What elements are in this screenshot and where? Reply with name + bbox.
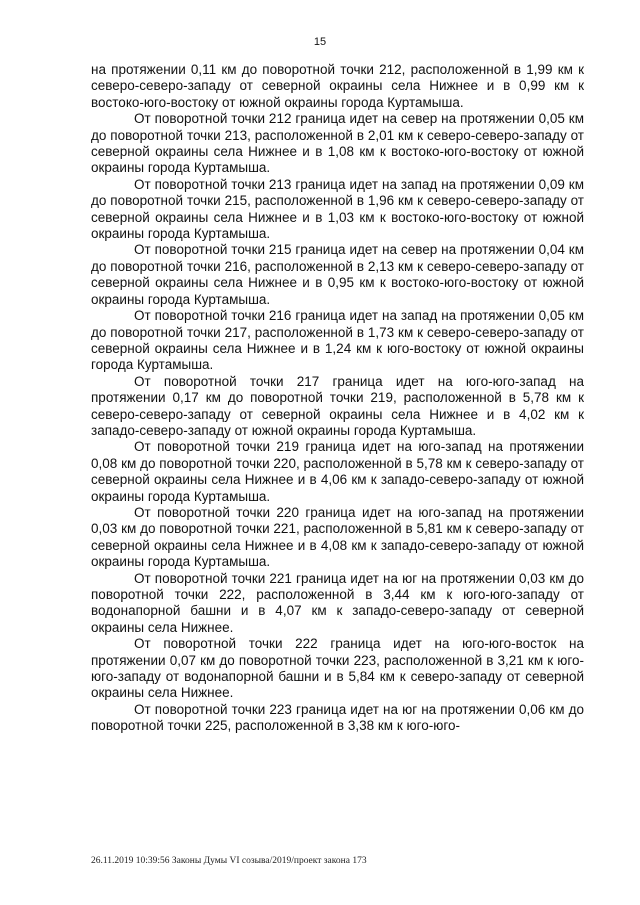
paragraph: От поворотной точки 213 граница идет на запад на протяжении 0,09 км до поворотной точки 215, расположенной в 1,96 км к северо-северо-западу от северной окраины села Нижнее и в 1,03 км к востоко-юго-востоку от южной окраины города Куртамыша. (91, 176, 584, 242)
paragraph-continuation: на протяжении 0,11 км до поворотной точки 212, расположенной в 1,99 км к северо-северо-западу от северной окраины села Нижнее и в 0,99 км к востоко-юго-востоку от южной окраины города Куртамыша. (91, 62, 584, 110)
page-footer: 26.11.2019 10:39:56 Законы Думы VI созыва/2019/проект закона 173 (91, 856, 367, 866)
paragraph: От поворотной точки 217 граница идет на юго-юго-запад на протяжении 0,17 км до поворотной точки 219, расположенной в 5,78 км к северо-северо-западу от северной окраины села Нижнее и в 4,02 км к западо-северо-западу от южной окраины города Куртамыша. (91, 373, 584, 438)
paragraph: От поворотной точки 215 граница идет на север на протяжении 0,04 км до поворотной точки 216, расположенной в 2,13 км к северо-северо-западу от северной окраины села Нижнее и в 0,95 км к востоко-юго-востоку от южной окраины города Куртамыша. (91, 242, 584, 307)
paragraph: От поворотной точки 223 граница идет на юг на протяжении 0,06 км до поворотной точки 225, расположенной в 3,38 км к юго-юго- (91, 701, 584, 734)
paragraph: От поворотной точки 216 граница идет на запад на протяжении 0,05 км до поворотной точки 217, расположенной в 1,73 км к северо-северо-западу от северной окраины села Нижнее и в 1,24 км к юго-востоку от южной окраины города Куртамыша. (91, 308, 584, 373)
paragraph: От поворотной точки 221 граница идет на юг на протяжении 0,03 км до поворотной точки 222, расположенной в 3,44 км к юго-юго-западу от водонапорной башни и в 4,07 км к западо-северо-западу от северной окраины села Нижнее. (91, 570, 584, 635)
paragraph: От поворотной точки 212 граница идет на север на протяжении 0,05 км до поворотной точки 213, расположенной в 2,01 км к северо-северо-западу от северной окраины села Нижнее и в 1,08 км к востоко-юго-востоку от южной окраины города Куртамыша. (91, 111, 584, 176)
paragraph: От поворотной точки 222 граница идет на юго-юго-восток на протяжении 0,07 км до поворотной точки 223, расположенной в 3,21 км к юго-юго-западу от водонапорной башни и в 5,84 км к северо-западу от северной окраины села Нижнее. (91, 636, 584, 701)
document-body (91, 62, 584, 735)
paragraph: От поворотной точки 220 граница идет на юго-запад на протяжении 0,03 км до поворотной точки 221, расположенной в 5,81 км к северо-западу от северной окраины села Нижнее и в 4,08 км к западо-северо-западу от южной окраины города Куртамыша. (91, 504, 584, 570)
paragraph: От поворотной точки 219 граница идет на юго-запад на протяжении 0,08 км до поворотной точки 220, расположенной в 5,78 км к северо-западу от северной окраины села Нижнее и в 4,06 км к западо-северо-западу от южной окраины города Куртамыша. (91, 439, 584, 504)
page-number: 15 (313, 36, 327, 48)
